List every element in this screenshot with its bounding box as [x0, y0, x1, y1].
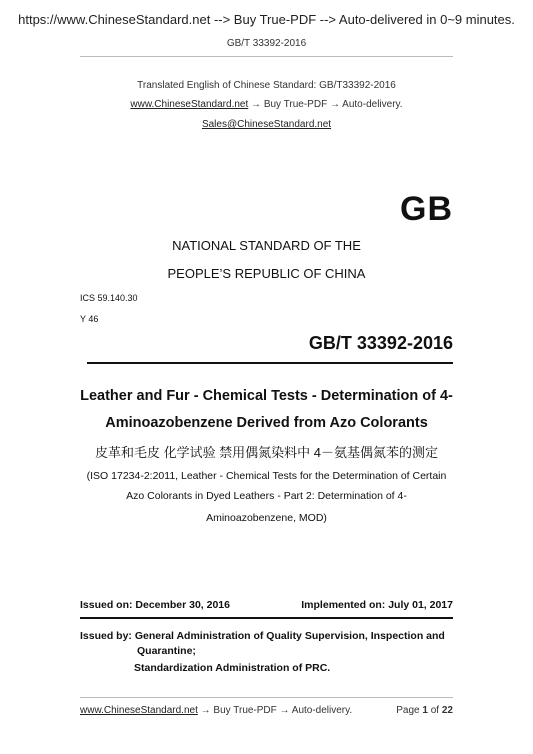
- dates-divider: [80, 617, 453, 619]
- y-code: Y 46: [80, 314, 99, 324]
- iso-line-3: Aminoazobenzene, MOD): [206, 512, 327, 524]
- site-link[interactable]: www.ChineseStandard.net: [130, 99, 249, 110]
- title-chinese: 皮革和毛皮 化学试验 禁用偶氮染料中 4－氨基偶氮苯的测定: [94, 445, 439, 460]
- doc-code-header: GB/T 33392-2016: [226, 38, 307, 49]
- page-total: 22: [441, 705, 453, 716]
- page-indicator: [396, 705, 453, 716]
- national-line-1: NATIONAL STANDARD OF THE: [172, 238, 361, 253]
- title-line-2: Aminoazobenzene Derived from Azo Colorants: [105, 415, 428, 431]
- footer-buy-text: → Buy True-PDF → Auto-delivery.: [197, 705, 353, 716]
- issued-date: Issued on: December 30, 2016: [80, 599, 230, 611]
- number-divider: [87, 362, 453, 364]
- page-current: 1: [422, 705, 428, 716]
- ics-code: ICS 59.140.30: [80, 293, 138, 303]
- title-line-1: Leather and Fur - Chemical Tests - Determination of 4-: [80, 388, 453, 404]
- header-divider: [80, 56, 453, 57]
- page-of: of: [430, 705, 440, 716]
- translation-links: [0, 99, 533, 110]
- national-line-2: PEOPLE’S REPUBLIC OF CHINA: [167, 266, 366, 281]
- standard-number: GB/T 33392-2016: [308, 333, 453, 353]
- issuer-line-3: Standardization Administration of PRC.: [134, 662, 331, 674]
- iso-line-2: Azo Colorants in Dyed Leathers - Part 2: Determination of 4-: [126, 490, 407, 502]
- footer-divider: [80, 697, 453, 698]
- iso-line-1: (ISO 17234-2:2011, Leather - Chemical Tests for the Determination of Certain: [86, 470, 447, 482]
- email-link[interactable]: Sales@ChineseStandard.net: [201, 119, 332, 130]
- buy-text: → Buy True-PDF → Auto-delivery.: [248, 99, 403, 110]
- translation-note: Translated English of Chinese Standard: GB/T33392-2016: [137, 80, 396, 91]
- footer-links: [80, 705, 352, 716]
- top-banner[interactable]: https://www.ChineseStandard.net --> Buy True-PDF --> Auto-delivered in 0~9 minutes.: [18, 12, 515, 27]
- email-row: [0, 119, 533, 130]
- issuer-line-1: Issued by: General Administration of Quality Supervision, Inspection and: [80, 630, 445, 642]
- gb-logo: GB: [400, 190, 453, 228]
- implemented-date: Implemented on: July 01, 2017: [301, 599, 453, 611]
- footer-site-link[interactable]: www.ChineseStandard.net: [80, 705, 198, 716]
- page-label: Page: [396, 705, 420, 716]
- issuer-line-2: Quarantine;: [137, 645, 196, 657]
